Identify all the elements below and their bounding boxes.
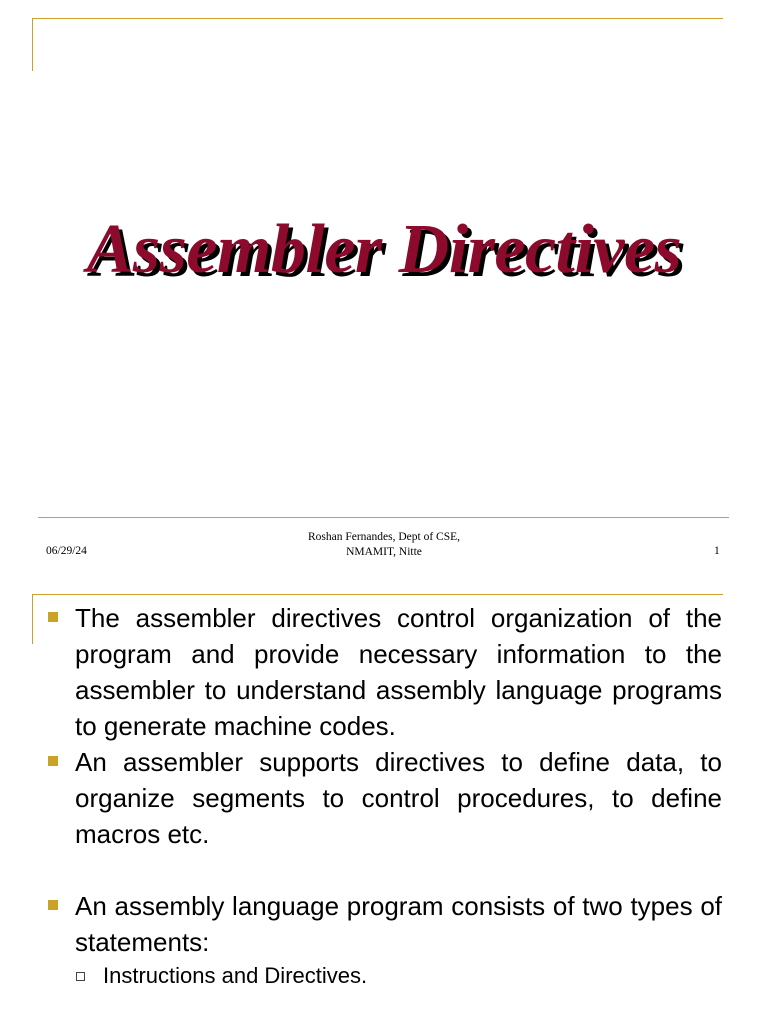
- footer-rule: [38, 517, 729, 518]
- bullet-text: The assembler directives control organization of the program and provide necessary information to the assembler to understand assembly language programs to generate machine codes.: [75, 603, 722, 741]
- footer-author: [230, 530, 538, 560]
- top-rule: [32, 18, 723, 19]
- left-rule: [32, 18, 33, 71]
- footer-author-line2: NMAMIT, Nitte: [346, 546, 422, 558]
- left-rule: [32, 594, 33, 644]
- footer-author-line1: Roshan Fernandes, Dept of CSE,: [307, 531, 461, 543]
- bullet-item: [46, 600, 722, 744]
- top-rule: [32, 594, 723, 595]
- footer-date: 06/29/24: [46, 545, 87, 557]
- sub-bullet-item: [46, 960, 722, 992]
- square-bullet-icon: [48, 900, 58, 910]
- square-bullet-icon: [48, 612, 58, 622]
- square-bullet-icon: [48, 756, 58, 766]
- slide-title: Assembler Directives: [86, 211, 682, 288]
- bullet-list: [46, 600, 722, 992]
- bullet-item: [46, 744, 722, 852]
- sub-bullet-text: Instructions and Directives.: [103, 963, 368, 988]
- bullet-text: An assembly language program consists of two types of statements:: [75, 891, 722, 957]
- bullet-text: An assembler supports directives to define data, to organize segments to control procedures, to define macros etc.: [75, 747, 722, 849]
- bullet-item: [46, 888, 722, 960]
- footer-page-number: 1: [714, 545, 720, 557]
- hollow-square-bullet-icon: [76, 972, 85, 981]
